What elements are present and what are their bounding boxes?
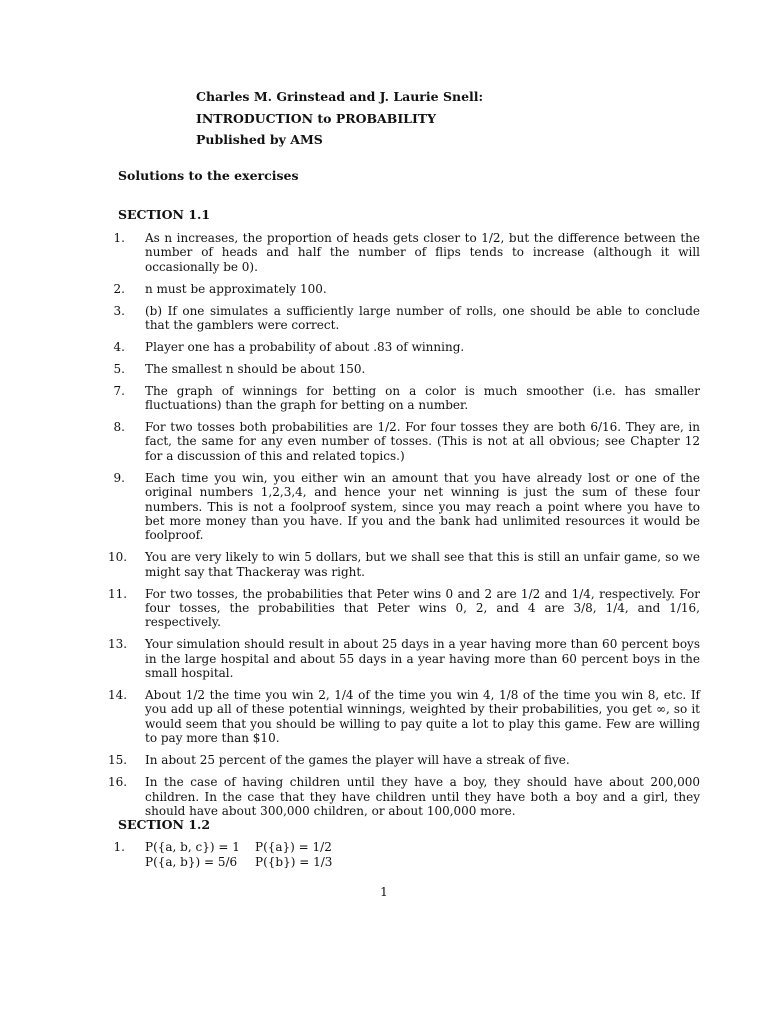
solution-number: 1 . [108, 231, 125, 245]
authors-line: Charles M. Grinstead and J. Laurie Snell: [196, 89, 484, 104]
solution-item [108, 340, 700, 354]
solution-text: The smallest n should be about 150. [145, 361, 366, 376]
book-title: INTRODUCTION to PROBABILITY [196, 110, 437, 126]
solution-text: For two tosses, the probabilities that Peter wins 0 and 2 are 1/2 and 1/4, respectively. For four tosses, the probabilities that Peter wins 0, 2, and 4 are 3/8, 1/4, and 1/16, respectively. [145, 586, 700, 630]
solution-text: As n increases, the proportion of heads gets closer to 1/2, but the difference between the number of heads and half the number of flips tends to increase (although it will occasionally be 0). [145, 231, 700, 274]
solutions-subtitle: Solutions to the exercises [118, 168, 299, 183]
solution-number: 8 . [108, 420, 125, 434]
solution-item [108, 688, 700, 746]
solution-item [108, 231, 700, 274]
solution-text: (b) If one simulates a sufficiently large number of rolls, one should be able to conclude that the gamblers were correct. [145, 303, 700, 333]
solution-number: 11 . [108, 587, 125, 601]
solution-item [108, 587, 700, 630]
solution-number: 1 . [108, 840, 125, 854]
solution-item [108, 753, 700, 767]
section-title-1-2: SECTION 1.2 [118, 817, 211, 832]
solution-number: 14 . [108, 688, 125, 702]
solution-text: Player one has a probability of about .83 of winning. [145, 339, 465, 354]
solution-item [108, 637, 700, 680]
solution-number: 4 . [108, 340, 125, 354]
solution-text: About 1/2 the time you win 2, 1/4 of the time you win 4, 1/8 of the time you win 8, etc. If you add up all of these potential winnings, weighted by their probabilities, you get ∞, so it would seem that you should be willing to pay quite a lot to play this game. Few are willing to pay more than $10. [145, 688, 700, 746]
solution-number: 7 . [108, 384, 125, 398]
probability-expression: P({b}) = 1/3 [255, 855, 333, 869]
probability-expression: P({a, b}) = 5/6 [145, 855, 238, 869]
solution-item [108, 840, 700, 870]
solution-item [108, 471, 700, 543]
solution-number: 9 . [108, 471, 125, 485]
solution-text: In the case of having children until they have a boy, they should have about 200,000 children. In the case that they have children until they have both a boy and a girl, they should have about 300,000 children, or about 100,000 more. [145, 775, 700, 818]
solution-item [108, 362, 700, 376]
solution-text: Your simulation should result in about 25 days in a year having more than 60 percent boys in the large hospital and about 55 days in a year having more than 60 percent boys in the small hospital. [145, 637, 700, 681]
solution-number: 13 . [108, 637, 125, 651]
solution-item [108, 384, 700, 413]
solution-text: n must be approximately 100. [145, 281, 327, 296]
publisher-line: Published by AMS [196, 132, 323, 147]
section-1-1-solutions [108, 231, 700, 826]
solution-number: 16 . [108, 775, 125, 789]
solution-text: The graph of winnings for betting on a color is much smoother (i.e. has smaller fluctuations) than the graph for betting on a number. [145, 383, 700, 413]
probability-expression: P({a}) = 1/2 [255, 840, 332, 854]
solution-text: In about 25 percent of the games the player will have a streak of five. [145, 753, 570, 768]
solution-item [108, 304, 700, 333]
probability-expression: P({a, b, c}) = 1 [145, 840, 240, 854]
document-header [196, 86, 483, 151]
probability-values [145, 840, 700, 870]
solution-text: You are very likely to win 5 dollars, but we shall see that this is still an unfair game, so we might say that Thackeray was right. [145, 550, 700, 579]
solution-number: 15 . [108, 753, 125, 767]
page-number: 1 [380, 885, 388, 899]
solution-item [108, 420, 700, 463]
solution-number: 2 . [108, 282, 125, 296]
section-title-1-1: SECTION 1.1 [118, 207, 211, 222]
section-1-2-solutions [108, 840, 700, 878]
solution-number: 10 . [108, 550, 125, 564]
solution-item [108, 282, 700, 296]
solution-number: 3 . [108, 304, 125, 318]
solution-item [108, 775, 700, 818]
solution-item [108, 550, 700, 579]
solution-text: For two tosses both probabilities are 1/2. For four tosses they are both 6/16. They are, in fact, the same for any even number of tosses. (This is not at all obvious; see Chapter 12 for a discussion of this and related topics.) [145, 420, 700, 463]
solution-text: Each time you win, you either win an amount that you have already lost or one of the original numbers 1,2,3,4, and hence your net winning is just the sum of these four numbers. This is not a foolproof system, since you may reach a point where you have to bet more money than you have. If you and the bank had unlimited resources it would be foolproof. [145, 470, 700, 543]
solution-number: 5 . [108, 362, 125, 376]
